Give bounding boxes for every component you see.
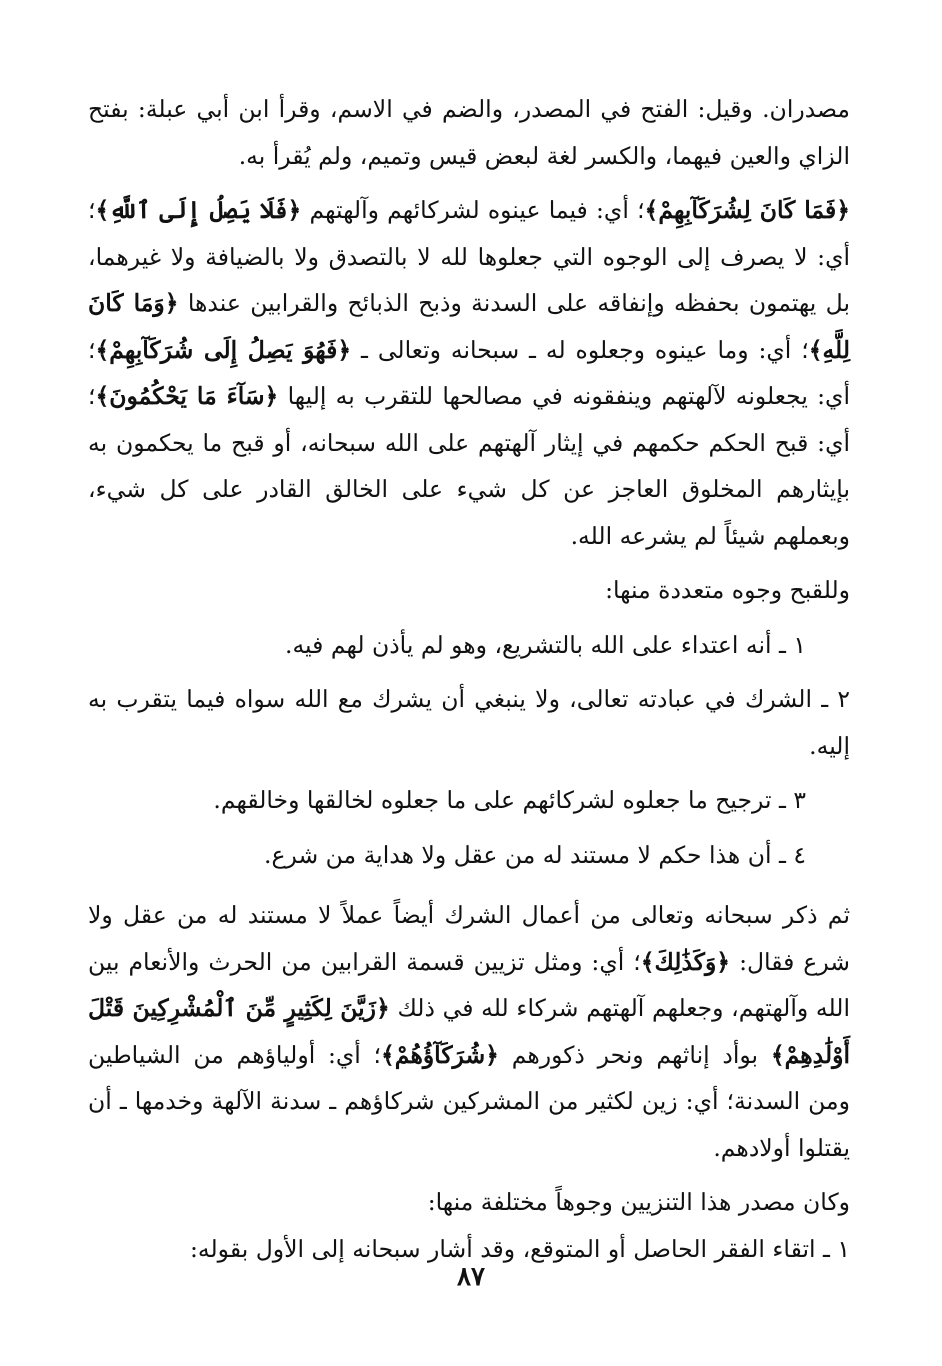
- page-body: [88, 86, 850, 1272]
- quran-verse: ﴿وَمَا كَانَ لِلَّهِ﴾: [88, 289, 850, 364]
- commentary-text: ؛ أي: وما عينوه وجعلوه له ـ سبحانه وتعالى ـ: [351, 335, 809, 364]
- paragraph-intro: مصدران. وقيل: الفتح في المصدر، والضم في الاسم، وقرأ ابن أبي عبلة: بفتح الزاي والعين فيهما، والكسر لغة لبعض قيس وتميم، ولم يُقرأ به.: [88, 95, 850, 170]
- paragraph-verse-commentary: [88, 892, 850, 1171]
- list-item: ٢ ـ الشرك في عبادته تعالى، ولا ينبغي أن يشرك مع الله سواه فيما يتقرب به إليه.: [88, 685, 850, 760]
- quran-verse: ﴿سَآءَ مَا يَحْكُمُونَ﴾: [95, 382, 279, 410]
- list-item: ٣ ـ ترجيح ما جعلوه لشركائهم على ما جعلوه لخالقها وخالقهم.: [213, 786, 806, 814]
- paragraph-list-intro: وللقبح وجوه متعددة منها:: [605, 576, 850, 604]
- commentary-text: ؛ أي: ومثل تزيين قسمة القرابين من الحرث والأنعام بين الله وآلهتهم، وجعلهم آلهتهم شركاء لله في ذلك: [88, 947, 850, 1022]
- commentary-text: ؛ أي: قبح الحكم حكمهم في إيثار آلهتهم على الله سبحانه، أو قبح ما يحكمون به بإيثارهم المخلوق العاجز عن كل شيء على الخالق القادر على كل شيء، وبعملهم شيئاً لم يشرعه الله.: [88, 382, 850, 550]
- quran-verse: ﴿وَكَذَٰلِكَ﴾: [640, 947, 731, 976]
- list-item: ١ ـ أنه اعتداء على الله بالتشريع، وهو لم يأذن لهم فيه.: [284, 630, 806, 659]
- commentary-text: ؛ أي: يجعلونه لآلهتهم وينفقونه في مصالحها للتقرب به إليها: [88, 335, 850, 410]
- quran-verse: ﴿فَلَا يَصِلُ إِلَى ٱللَّهِ﴾: [95, 196, 302, 224]
- list-item: ١ ـ اتقاء الفقر الحاصل أو المتوقع، وقد أشار سبحانه إلى الأول بقوله:: [190, 1234, 850, 1263]
- list-item: ٤ ـ أن هذا حكم لا مستند له من عقل ولا هداية من شرع.: [264, 840, 806, 869]
- commentary-text: ؛ أي: أولياؤهم من الشياطين ومن السدنة؛ أي: زين لكثير من المشركين شركاؤهم ـ سدنة الآلهة وخدمها ـ أن يقتلوا أولادهم.: [88, 1040, 850, 1162]
- commentary-text: ؛ أي: فيما عينوه لشركائهم وآلهتهم: [301, 196, 645, 224]
- quran-verse: ﴿شُرَكَآؤُهُمْ﴾: [381, 1040, 499, 1069]
- commentary-text: ثم ذكر سبحانه وتعالى من أعمال الشرك أيضاً عملاً لا مستند له من عقل ولا شرع فقال:: [88, 901, 850, 976]
- quran-verse: ﴿زَيَّنَ لِكَثِيرٍ مِّنَ ٱلْمُشْرِكِينَ قَتْلَ أَوْلَٰدِهِمْ﴾: [88, 994, 850, 1069]
- paragraph-list-intro: وكان مصدر هذا التنزيين وجوهاً مختلفة منها:: [427, 1188, 850, 1216]
- page-number: ٨٧: [457, 1262, 485, 1292]
- paragraph-verse-commentary: [88, 187, 850, 559]
- commentary-text: بوأد إناثهم ونحر ذكورهم: [498, 1040, 771, 1069]
- quran-verse: ﴿فَمَا كَانَ لِشُرَكَآبِهِمْ﴾: [644, 196, 850, 224]
- commentary-text: ؛ أي: لا يصرف إلى الوجوه التي جعلوها لله لا بالتصدق ولا بالضيافة ولا غيرهما، بل يهتمون بحفظه وإنفاقه على السدنة وذبح الذبائح والقرابين عندها: [88, 196, 850, 317]
- quran-verse: ﴿فَهُوَ يَصِلُ إِلَى شُرَكَآبِهِمْ﴾: [95, 335, 352, 364]
